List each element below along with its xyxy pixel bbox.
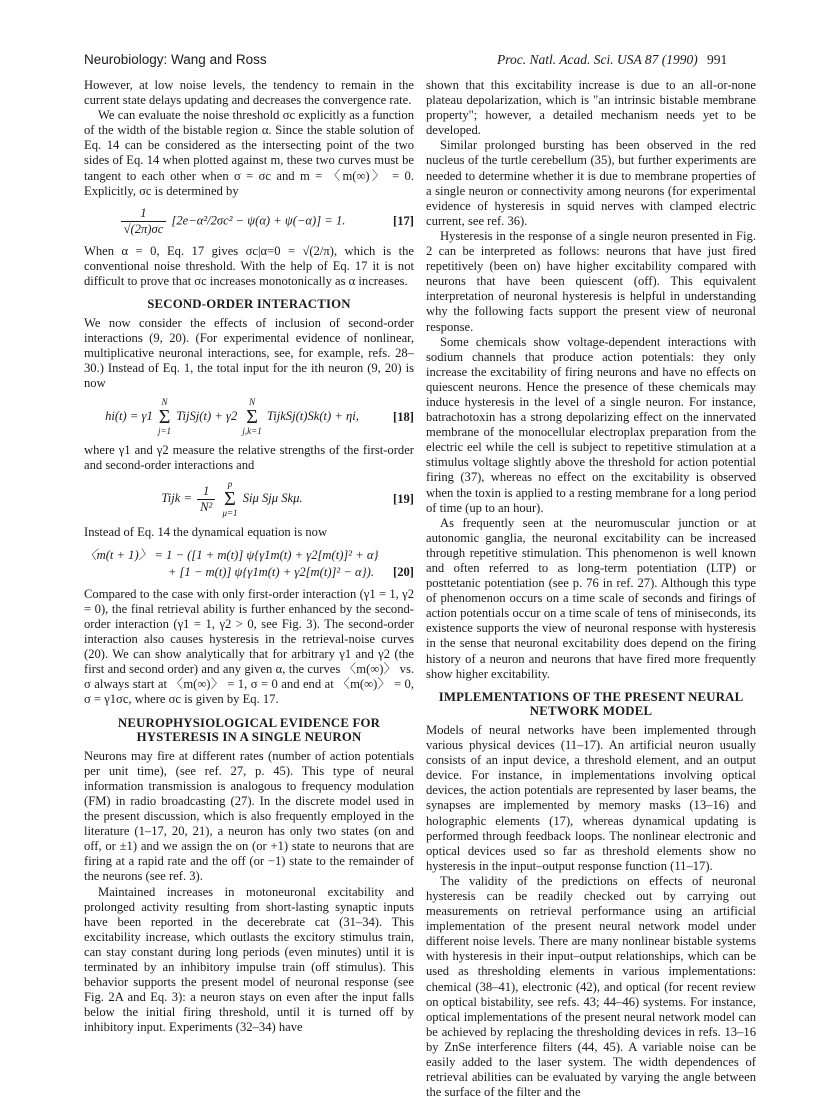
equation-20-line-2 — [84, 565, 414, 580]
sum-lower: j=1 — [157, 426, 172, 437]
eq18-rhs: TijkSj(t)Sk(t) + ηi, — [266, 409, 359, 424]
equation-17 — [84, 206, 414, 237]
sum-upper: N — [161, 397, 168, 408]
eq17-body: [2e−α²/2σc² − ψ(α) + ψ(−α)] = 1. — [171, 213, 346, 228]
eq19-rhs: Siμ Sjμ Skμ. — [242, 491, 303, 506]
paragraph: We now consider the effects of inclusion of second-order interactions (9, 20). (For experimental evidence of nonlinear, multiplicative neuronal interactions, see, for example, refs. 28–30.) Instead of Eq. 1, the total input for the ith neuron (9, 20) is now — [84, 315, 414, 391]
eq19-denominator: N² — [200, 499, 213, 514]
equation-number: [20] — [393, 564, 414, 579]
right-column — [426, 78, 756, 1100]
page-number: 991 — [707, 52, 728, 67]
paragraph: When α = 0, Eq. 17 gives σc|α=0 = √(2/π), which is the conventional noise threshold. With the help of Eq. 17 it is not difficult to prove that σc increases monotonically as α increases. — [84, 243, 414, 289]
running-header-journal: Proc. Natl. Acad. Sci. USA 87 (1990) — [497, 52, 698, 67]
paragraph: where γ1 and γ2 measure the relative strengths of the first-order and second-order interactions and — [84, 443, 414, 473]
paragraph: The validity of the predictions on effects of neuronal hysteresis can be readily checked out by carrying out measurements on retrieval performance using an artificial implementation of the present neural network model under different noise levels. There are many nonlinear bistable systems with hysteresis in their input–output relationships, which can be used as thresholding elements in various implementations: chemical (38–41), electronic (42), and optical (for recent review on optical bistability, see refs. 43; 44–46) systems. For instance, optical implementations of the present neural network model can be achieved by replacing the thresholding devices in refs. 13–16 by ZnSe interference filters (44, 45). A variable noise can be easily added to the laser system. The width dependences of retrieval abilities can be evaluated by varying the angle between the surface of the filter and the — [426, 873, 756, 1100]
section-heading: NEUROPHYSIOLOGICAL EVIDENCE FOR HYSTERESIS IN A SINGLE NEURON — [117, 715, 381, 745]
equation-number: [19] — [393, 491, 414, 506]
eq17-denominator: √(2π)σc — [123, 221, 164, 236]
equation-19: Tijk = $\frac{1}{\text{N²}}$ p Σ μ=1 Siμ Sjμ Skμ. [19] — [161, 479, 414, 519]
section-heading: IMPLEMENTATIONS OF THE PRESENT NEURAL NETWORK MODEL — [438, 689, 744, 719]
sum-lower: j,k=1 — [242, 426, 262, 437]
paragraph: As frequently seen at the neuromuscular junction or at autonomic ganglia, the neuronal excitability can be increased through repetitive stimulation. This phenomenon is well known and often referred to as long-term potentiation (LTP) or posttetanic potentiation (see p. 76 in ref. 27). Although this type of phenomenon occurs on a time scale of seconds and firings of action potentials occur on a time scale of tens of miniseconds, its existence supports the view of neuronal response with hysteresis in the sense that neuronal excitability does depend on the firing history of a neuron and neurons that have fired more frequently show higher excitability. — [426, 515, 756, 681]
paragraph: shown that this excitability increase is due to an all-or-none plateau depolarization, which is "an intrinsic bistable membrane property"; however, a detailed mechanism needs yet to be developed. — [426, 78, 756, 138]
equation-number: [17] — [393, 213, 414, 228]
sum-lower: μ=1 — [222, 508, 238, 519]
eq18-lhs: hi(t) = γ1 — [105, 409, 153, 424]
paragraph: Maintained increases in motoneuronal excitability and prolonged activity resulting from short-lasting synaptic inputs have been reported in the decerebrate cat (31–34). This excitability increase, which outlasts the excitory stimulus train, can stay constant during long periods (even minutes) until it is terminated by an inhibitory impulse train (off stimulus). This behavior supports the present model of neuronal response (see Fig. 2A and Eq. 3): a neuron stays on even after the input falls below the initial firing threshold, until it is turned off by inhibitory input. Experiments (32–34) have — [84, 884, 414, 1035]
equation-20-line-1 — [84, 548, 414, 563]
paragraph: Hysteresis in the response of a single neuron presented in Fig. 2 can be interpreted as follows: neurons that have just fired repetitively (been on) have higher excitability compared with neurons that have been quiescent (off). This equivalent interpretation of neuronal hysteresis is helpful in understanding why the following facts support the present view of neuronal response. — [426, 228, 756, 334]
paragraph: Compared to the case with only first-order interaction (γ1 = 1, γ2 = 0), the final retrieval ability is further enhanced by the second-order interaction (γ1 = 1, γ2 > 0, see Fig. 3). The second-order interaction also causes hysteresis in the retrieval-noise curves (20). We can show analytically that for arbitrary γ1 and γ2 (the first and second order) and any given α, the curves 〈m(∞)〉 vs. σ always start at 〈m(∞)〉 = 1, σ = 0 and end at 〈m(∞)〉 = 0, σ = γ1σc, where σc is given by Eq. 17. — [84, 586, 414, 707]
paragraph: Some chemicals show voltage-dependent interactions with sodium channels that produce action potentials: they only increase the excitability of firing neurons and have no effects on quiescent neurons. Hence the presence of these chemicals may induce hysteresis in the level of a single neuron. For instance, batrachotoxin has a strong depolarizing effect on the innervated membrane of the monocellular electroplax preparation from the electric eel while the cell is subject to repetitive stimulation at a stimulus voltage slightly above the threshold for action potential firing (37), whereas no effect on the excitability is observed when the toxin is applied to a resting membrane for a long period of time (up to an hour). — [426, 334, 756, 515]
section-heading: SECOND-ORDER INTERACTION — [147, 297, 351, 312]
eq19-lhs: Tijk = — [161, 491, 192, 506]
paragraph: Models of neural networks have been implemented through various physical devices (11–17). An artificial neuron usually consists of an input device, a threshold element, and an output device. For instance, in implementations involving optical devices, the action potentials are represented by laser beams, the synapses are implemented by memory masks (13–16) and holographic elements (17), whereas dynamical updating is performed through feedback loops. The nonlinear electronic and optical devices used so far as threshold elements show no hysteresis in the input–output response function (11–17). — [426, 722, 756, 873]
equation-number: [18] — [393, 409, 414, 424]
left-column — [84, 78, 414, 1035]
paragraph: Neurons may fire at different rates (number of action potentials per unit time), (see ref. 27, p. 45). This type of neural information transmission is analogous to frequency modulation (FM) in radio broadcasting (27). In the discrete model used in the present discussion, which is also frequently employed in the literature (1–17, 20, 21), a neuron has only two states (on and off, or ±1) and we assign the on (or +1) state to neurons that are firing at a rapid rate and the off (or −1) state to the remainder of the neurons (see ref. 3). — [84, 748, 414, 884]
paragraph: We can evaluate the noise threshold σc explicitly as a function of the width of the bistable region α. Since the stable solution of Eq. 14 can be considered as the intersecting point of the two sides of Eq. 14 when plotted against m, these two curves must be tangent to each other when σ = σc and m = 〈m(∞)〉 = 0. Explicitly, σc is determined by — [84, 108, 414, 198]
eq20-line-2: + [1 − m(t)] ψ{γ1m(t) + γ2[m(t)]² − α}). — [167, 564, 374, 579]
running-header-authors: Neurobiology: Wang and Ross — [84, 52, 267, 67]
paragraph: However, at low noise levels, the tendency to remain in the current state delays updating and decreases the convergence rate. — [84, 78, 414, 108]
paragraph: Similar prolonged bursting has been observed in the red nucleus of the turtle cerebellum (35), but further experiments are needed to determine whether it is due to membrane properties of a single neuron or connectivity among neurons (for experimental evidence of hysteresis in squid nerves with clamped electric current, see ref. 36). — [426, 138, 756, 228]
eq19-numerator: 1 — [197, 484, 215, 500]
eq17-numerator: 1 — [121, 206, 167, 222]
eq18-mid: TijSj(t) + γ2 — [176, 409, 238, 424]
paragraph: Instead of Eq. 14 the dynamical equation is now — [84, 525, 328, 540]
eq20-line-1: 〈m(t + 1)〉 = 1 − ([1 + m(t)] ψ{γ1m(t) + γ2[m(t)]² + α} — [84, 547, 379, 562]
sum-upper: N — [249, 397, 256, 408]
sum-upper: p — [227, 479, 233, 490]
equation-18: hi(t) = γ1 N Σ j=1 TijSj(t) + γ2 N Σ j,k=1 TijkSj(t)Sk(t) + ηi, [18] — [105, 397, 414, 437]
